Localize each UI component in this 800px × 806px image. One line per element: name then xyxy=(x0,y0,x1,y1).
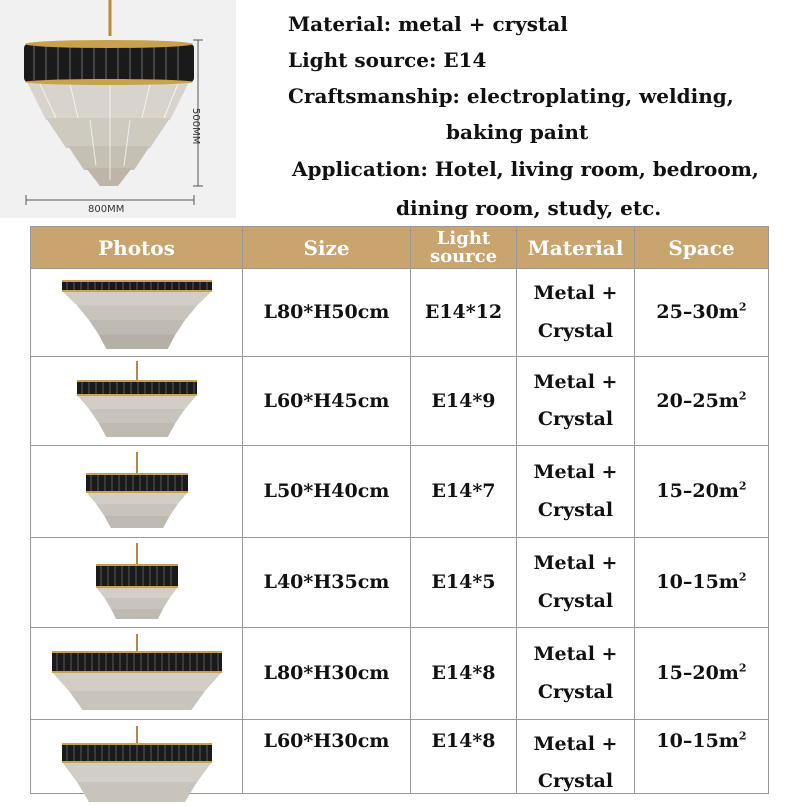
row-material-line1: Metal + xyxy=(533,370,618,393)
row-material xyxy=(517,720,635,794)
row-photo xyxy=(31,357,243,446)
row-material-line2: Crystal xyxy=(537,319,614,342)
table-header-row xyxy=(31,227,769,269)
row-light-source: E14*5 xyxy=(411,538,517,628)
header-light-line1: Light xyxy=(436,228,491,250)
row-space-value: 10–15m xyxy=(656,730,739,752)
row-material-line1: Metal + xyxy=(533,552,618,575)
row-material-line1: Metal + xyxy=(533,282,618,305)
row-space-unit-exponent: 2 xyxy=(738,729,747,743)
row-space-value: 20–25m xyxy=(656,389,739,412)
row-material-line2: Crystal xyxy=(537,589,614,612)
row-light-source: E14*8 xyxy=(411,628,517,720)
row-material-line1: Metal + xyxy=(533,733,618,755)
table-body xyxy=(31,269,769,794)
row-material xyxy=(517,446,635,538)
row-material xyxy=(517,538,635,628)
header-light-source xyxy=(411,227,517,269)
row-space xyxy=(635,269,769,357)
chandelier-icon xyxy=(37,361,237,441)
spec-light-source: Light source: E14 xyxy=(288,48,487,72)
row-size: L50*H40cm xyxy=(243,446,411,538)
height-dimension-label: 500MM xyxy=(190,108,201,145)
spec-application-cont: dining room, study, etc. xyxy=(396,196,662,220)
chandelier-icon xyxy=(37,273,237,353)
row-light-source: E14*7 xyxy=(411,446,517,538)
row-material xyxy=(517,269,635,357)
row-photo xyxy=(31,720,243,794)
row-space-unit-exponent: 2 xyxy=(738,570,747,584)
row-material-line2: Crystal xyxy=(537,408,614,430)
row-space xyxy=(635,538,769,628)
row-size: L60*H45cm xyxy=(243,357,411,446)
row-space xyxy=(635,628,769,720)
row-space-unit-exponent: 2 xyxy=(738,389,747,403)
row-space xyxy=(635,357,769,446)
table-row xyxy=(31,357,769,446)
chandelier-icon xyxy=(37,634,237,714)
row-light-source: E14*12 xyxy=(411,269,517,357)
table-row xyxy=(31,628,769,720)
row-size: L80*H30cm xyxy=(243,628,411,720)
row-space-value: 25–30m xyxy=(656,301,739,324)
row-material xyxy=(517,357,635,446)
table-row xyxy=(31,446,769,538)
header-material: Material xyxy=(517,227,635,269)
row-light-source: E14*9 xyxy=(411,357,517,446)
spec-material: Material: metal + crystal xyxy=(288,12,568,36)
spec-craftsmanship: Craftsmanship: electroplating, welding, xyxy=(288,84,734,108)
header-size: Size xyxy=(243,227,411,269)
row-material-line1: Metal + xyxy=(533,461,618,484)
row-size: L60*H30cm xyxy=(243,720,411,794)
row-space-unit-exponent: 2 xyxy=(738,479,747,493)
chandelier-icon xyxy=(37,452,237,532)
row-photo xyxy=(31,538,243,628)
row-photo xyxy=(31,446,243,538)
table-row xyxy=(31,269,769,357)
row-photo xyxy=(31,628,243,720)
row-space-value: 15–20m xyxy=(656,662,739,685)
header-space: Space xyxy=(635,227,769,269)
row-photo xyxy=(31,269,243,357)
row-space xyxy=(635,720,769,794)
chandelier-icon xyxy=(37,543,237,623)
row-space-unit-exponent: 2 xyxy=(738,661,747,675)
width-dimension-label: 800MM xyxy=(88,204,125,215)
product-spec-table xyxy=(30,226,769,794)
row-material-line2: Crystal xyxy=(537,498,614,521)
spec-craftsmanship-cont: baking paint xyxy=(446,120,589,144)
row-space xyxy=(635,446,769,538)
row-material-line1: Metal + xyxy=(533,643,618,666)
header-photos: Photos xyxy=(31,227,243,269)
row-material xyxy=(517,628,635,720)
row-material-line2: Crystal xyxy=(537,680,614,703)
table-row xyxy=(31,720,769,794)
chandelier-icon xyxy=(37,726,237,806)
row-light-source: E14*8 xyxy=(411,720,517,794)
row-space-unit-exponent: 2 xyxy=(738,300,747,314)
row-space-value: 15–20m xyxy=(656,480,739,503)
row-space-value: 10–15m xyxy=(656,571,739,594)
hero-product-image xyxy=(0,0,236,218)
row-size: L40*H35cm xyxy=(243,538,411,628)
table-row xyxy=(31,538,769,628)
row-material-line2: Crystal xyxy=(537,770,614,793)
header-light-line2: source xyxy=(429,245,498,267)
row-size: L80*H50cm xyxy=(243,269,411,357)
spec-application: Application: Hotel, living room, bedroom, xyxy=(292,157,759,181)
